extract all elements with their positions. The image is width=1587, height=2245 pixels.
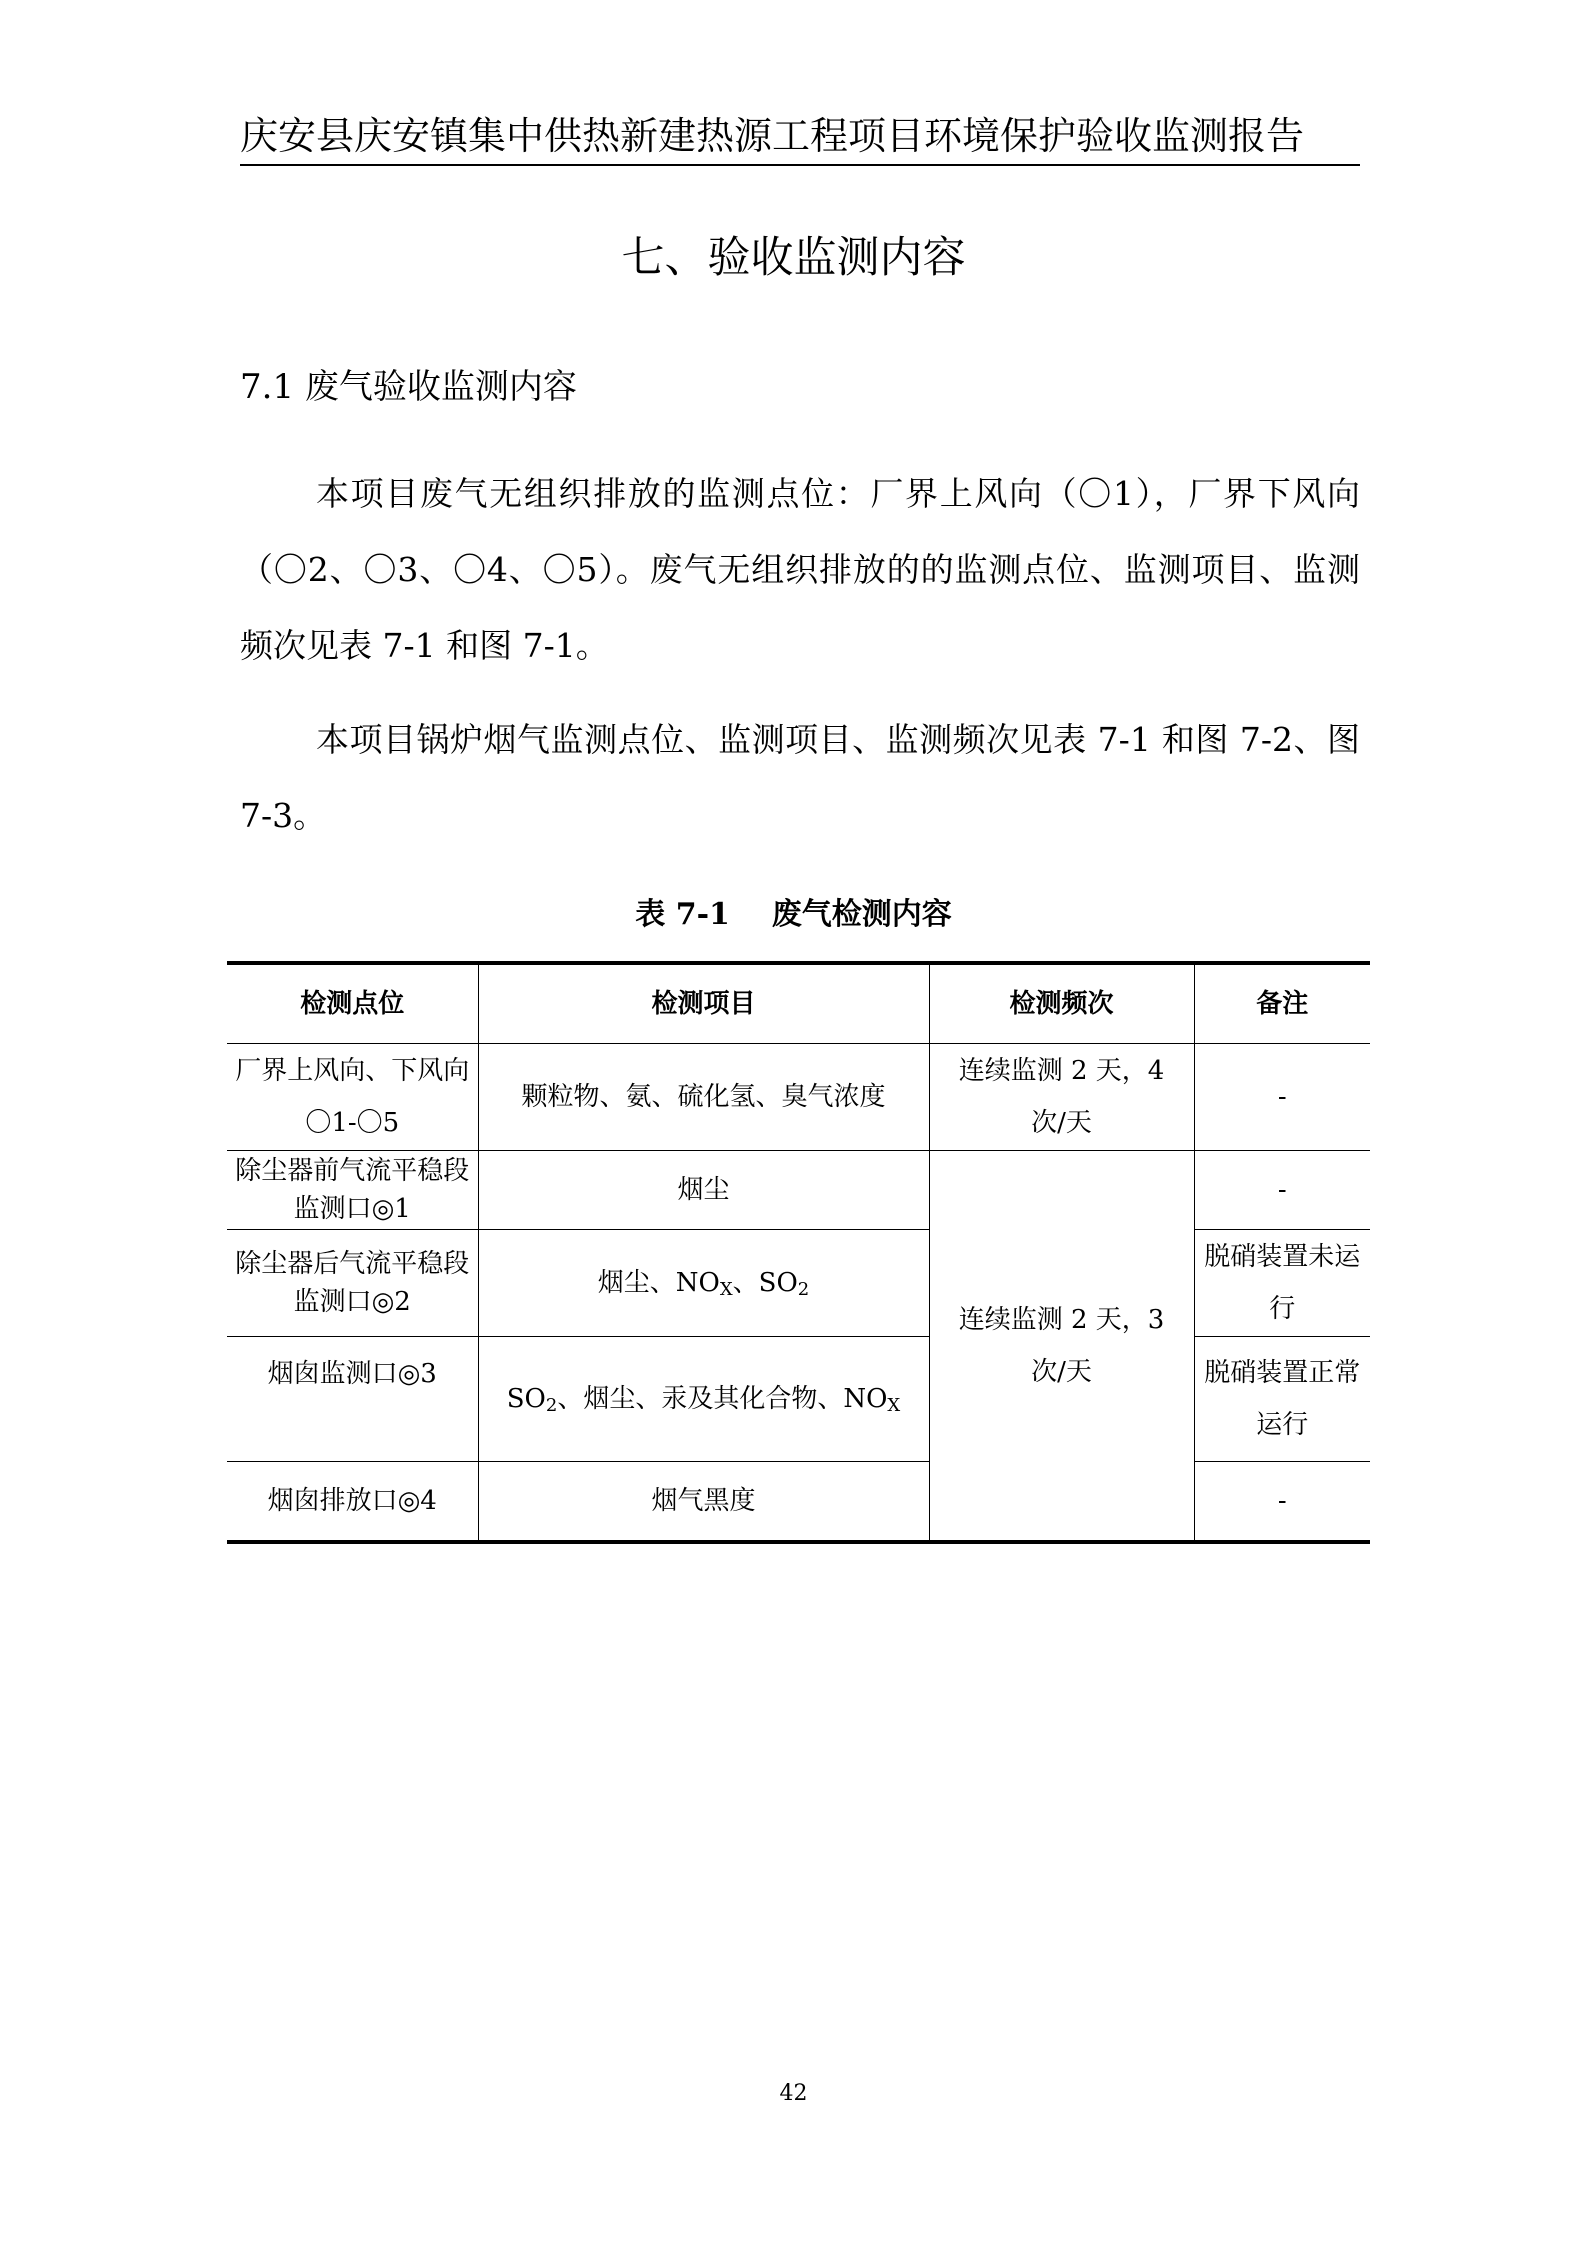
cell-point: 烟囱监测口◎3 [227, 1337, 478, 1462]
cell-items: 烟气黑度 [478, 1462, 929, 1543]
body-paragraph-1: 本项目废气无组织排放的监测点位：厂界上风向（〇1），厂界下风向（〇2、〇3、〇4、〇5）。废气无组织排放的的监测点位、监测项目、监测频次见表 7-1 和图 7-1。 [240, 474, 1360, 665]
items-text: SO [506, 1384, 546, 1414]
cell-remark: - [1194, 1151, 1370, 1230]
report-header-title: 庆安县庆安镇集中供热新建热源工程项目环境保护验收监测报告 [240, 114, 1305, 158]
cell-remark: - [1194, 1044, 1370, 1151]
items-subscript: X [887, 1395, 901, 1416]
cell-remark: 脱硝装置未运行 [1194, 1230, 1370, 1337]
cell-point: 烟囱排放口◎4 [227, 1462, 478, 1543]
table-row [227, 1462, 1370, 1543]
cell-items [478, 1230, 929, 1337]
cell-remark: - [1194, 1462, 1370, 1543]
cell-frequency-merged: 连续监测 2 天，3 次/天 [929, 1151, 1194, 1543]
cell-point: 除尘器前气流平稳段监测口◎1 [227, 1151, 478, 1230]
page-number: 42 [779, 2081, 808, 2106]
table-row [227, 1044, 1370, 1151]
section-title: 7.1 废气验收监测内容 [240, 367, 577, 407]
cell-point: 除尘器后气流平稳段监测口◎2 [227, 1230, 478, 1337]
items-text: 烟尘、NO [597, 1268, 720, 1298]
header-monitoring-frequency: 检测频次 [929, 963, 1194, 1044]
table-caption: 表 7-1 废气检测内容 [635, 897, 952, 932]
table-row [227, 1151, 1370, 1230]
cell-remark: 脱硝装置正常运行 [1194, 1337, 1370, 1462]
items-subscript: 2 [545, 1395, 558, 1416]
exhaust-gas-monitoring-table [227, 961, 1370, 1544]
items-subscript: 2 [797, 1279, 810, 1300]
table-row [227, 1230, 1370, 1337]
table-row [227, 1337, 1370, 1462]
header-remark: 备注 [1194, 963, 1370, 1044]
cell-point: 厂界上风向、下风向〇1-〇5 [227, 1044, 478, 1151]
chapter-title: 七、验收监测内容 [621, 233, 966, 283]
cell-items: 烟尘 [478, 1151, 929, 1230]
items-text: 、SO [732, 1268, 798, 1298]
items-text: 、烟尘、汞及其化合物、NO [557, 1384, 888, 1414]
cell-items [478, 1337, 929, 1462]
header-monitoring-point: 检测点位 [227, 963, 478, 1044]
table-header-row [227, 963, 1370, 1044]
cell-frequency: 连续监测 2 天，4 次/天 [929, 1044, 1194, 1151]
header-monitoring-items: 检测项目 [478, 963, 929, 1044]
body-paragraph-2: 本项目锅炉烟气监测点位、监测项目、监测频次见表 7-1 和图 7-2、图 7-3。 [240, 720, 1360, 835]
cell-items: 颗粒物、氨、硫化氢、臭气浓度 [478, 1044, 929, 1151]
items-subscript: X [719, 1279, 733, 1300]
header-divider [240, 164, 1360, 166]
